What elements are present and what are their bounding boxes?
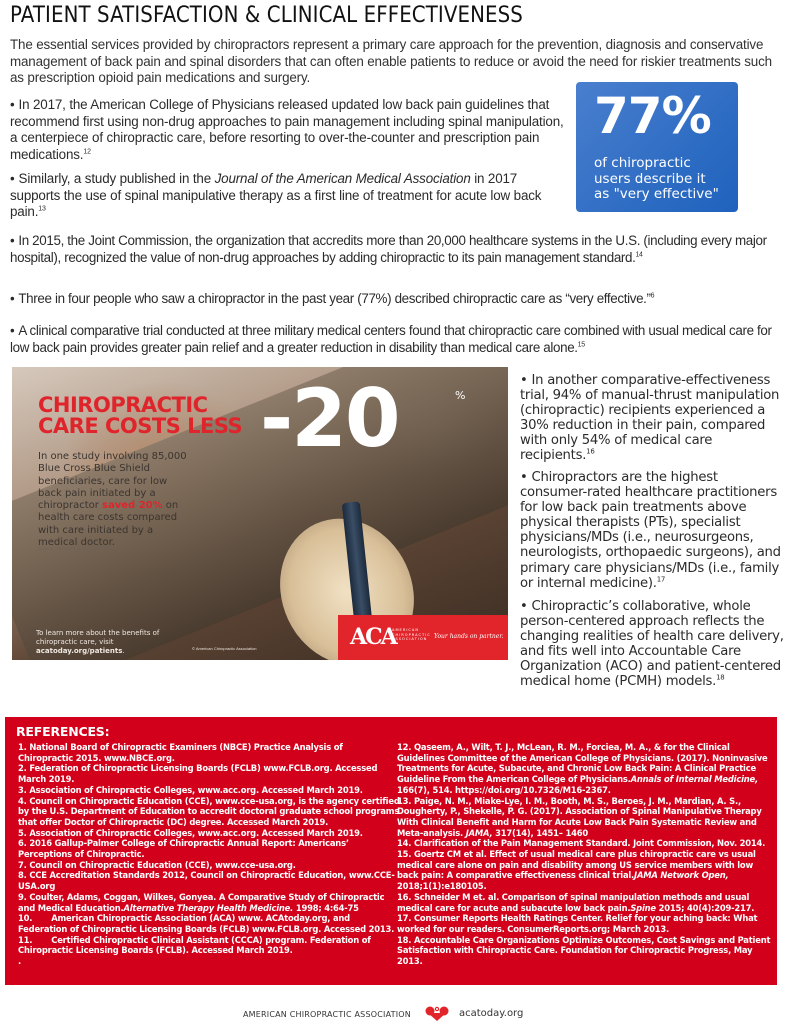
reference-text: 17. Consumer Reports Health Ratings Center. Relief for your aching back: What worked for our readers. ConsumerReports.org; March 2013. (397, 913, 758, 934)
reference-item (397, 742, 773, 796)
bullet-text: Chiropractic’s collaborative, whole person-centered approach reflects the changing realities of health care delivery, and fits well into Accountable Care Organization (ACO) and patient-centered medical home (PCMH) models. (520, 599, 784, 690)
reference-item (18, 796, 400, 828)
reference-item (397, 838, 773, 849)
footer-org-name: AMERICAN CHIROPRACTIC ASSOCIATION (243, 1010, 411, 1019)
reference-item (18, 870, 400, 891)
ad-learn-link[interactable]: acatoday.org/patients (36, 647, 123, 655)
reference-text: 10. American Chiropractic Association (ACA) www. ACAtoday.org, and Federation of Chiropractic Licensing Boards (FCLB) www.FCLB.org. Accessed 2013. (18, 913, 395, 934)
reference-item (18, 892, 400, 913)
bullet-dot: • (10, 171, 15, 186)
reference-item (18, 956, 400, 967)
bullet-dot: • (10, 323, 15, 338)
reference-item (397, 892, 773, 913)
ad-body-span: on health care costs compared with care initiated by a medical doctor. (38, 500, 179, 549)
bullet-item (520, 599, 785, 690)
reference-text: 8. CCE Accreditation Standards 2012, Council on Chiropractic Education, www.CCE-USA.org (18, 870, 395, 892)
page-footer (0, 1006, 787, 1024)
intro-paragraph: The essential services provided by chiropractors represent a primary care approach for the prevention, diagnosis and conservative management of back pain and spinal disorders that can often enable patients to reduce or avoid the need for riskier treatments such as prescription opioid pain medications and surgery. (10, 37, 772, 86)
bullet-dot: • (520, 599, 528, 614)
cost-savings-ad (12, 367, 508, 660)
ad-headline-line: CARE COSTS LESS (38, 414, 243, 438)
ad-learn-text: . (122, 647, 125, 655)
ad-body-highlight: saved 20% (102, 500, 163, 512)
reference-text: 1998; 4:64-75 (293, 902, 359, 913)
citation-ref: 14 (635, 251, 643, 259)
aca-org-line: ASSOCIATION (392, 637, 428, 642)
bullet-item (10, 323, 785, 356)
bullet-text: in 2017 supports the use of spinal manipulative therapy as a first line of treatment for acute low back pain. (10, 171, 542, 219)
aca-tagline: Your hands on partner. (434, 633, 504, 640)
bullet-text: In 2015, the Joint Commission, the organization that accredits more than 20,000 healthcare systems in the U.S. (including every major hospital), recognized the value of non-drug approaches by adding chiropractic to its pain management standard. (10, 233, 767, 265)
reference-journal: Spine (630, 902, 656, 913)
citation-ref: 13 (38, 205, 46, 213)
citation-ref: 16 (586, 448, 595, 457)
reference-item (397, 913, 773, 934)
aca-org-name (392, 628, 431, 642)
references-panel (5, 717, 777, 985)
bullet-text: In 2017, the American College of Physicians released updated low back pain guidelines that recommend first using non-drug approaches to pain management including spinal manipulation, a centerpiece of chiropractic care, before resorting to over-the-counter and prescription pain medications. (10, 97, 564, 162)
stat-callout (576, 82, 738, 212)
bullet-dot: • (10, 291, 15, 306)
footer-url[interactable]: acatoday.org (459, 1008, 524, 1019)
reference-text: 317(14), 1451– 1460 (492, 827, 588, 838)
reference-journal: JAMA Network Open, (634, 870, 729, 881)
bullet-text: Similarly, a study published in the (18, 171, 215, 186)
ad-source: Source: Liliedahl et al (2010) JMPT (38, 547, 116, 552)
reference-item (18, 860, 400, 871)
citation-ref: 15 (577, 341, 585, 349)
ad-headline-line: CHIROPRACTIC (38, 393, 208, 417)
ad-headline (38, 395, 242, 437)
ad-big-number: -20 (260, 372, 399, 465)
reference-item (397, 935, 773, 967)
bullet-item (10, 291, 785, 308)
reference-text: 4. Council on Chiropractic Education (CCE), www.cce-usa.org, is the agency certified by the U.S. Department of Education to accredit doctoral graduate school programs that offer Doctor of Chiropractic (DC) degree. Accessed March 2019. (18, 795, 400, 827)
reference-item (18, 935, 400, 956)
stat-value: 77% (594, 87, 711, 145)
stat-caption: of chiropractic users describe it as "very effective" (594, 155, 719, 202)
reference-text: 15. Goertz CM et al. Effect of usual medical care plus chiropractic care vs usual medical care alone on pain and disability among US service members with low back pain: A comparative effectiveness clinical trial. (397, 849, 756, 881)
bullet-item (520, 373, 785, 464)
reference-text: 18. Accountable Care Organizations Optimize Outcomes, Cost Savings and Patient Satisfaction with Chiropractic Care. Foundation for Chiropractic Progress, May 2013. (397, 934, 771, 967)
ad-learn-more (36, 629, 186, 656)
bullet-item (520, 470, 785, 591)
reference-item (18, 838, 400, 859)
reference-item (18, 742, 400, 763)
bullet-text: A clinical comparative trial conducted at three military medical centers found that chiropractic care combined with usual medical care for low back pain provides greater pain relief and a greater reduction in disability than medical care alone. (10, 323, 772, 355)
reference-text: 13. Paige, N. M., Miake-Lye, I. M., Booth, M. S., Beroes, J. M., Mardian, A. S., Dougherty, P., Shekelle, P. G. (2017). Association of Spinal Manipulative Therapy With Clinical Benefit and Harm for Acute Low Back Pain Systematic Review and Meta-analysis. (397, 795, 762, 838)
reference-journal: Alternative Therapy Health Medicine. (123, 902, 294, 913)
reference-text: 9. Coulter, Adams, Coggan, Wilkes, Gonyea. A Comparative Study of Chiropractic and Medical Education. (18, 891, 385, 913)
bullet-dot: • (10, 97, 15, 112)
reference-text: 5. Association of Chiropractic Colleges, www.acc.org. Accessed March 2019. (18, 827, 363, 838)
page-title: PATIENT SATISFACTION & CLINICAL EFFECTIVENESS (10, 3, 523, 28)
bullet-text: Three in four people who saw a chiropractor in the past year (77%) described chiropractic care as “very effective.” (18, 291, 651, 306)
reference-text: 6. 2016 Gallup-Palmer College of Chiropractic Annual Report: Americans’ Perceptions of Chiropractic. (18, 838, 349, 860)
aca-logo: ACA (350, 624, 396, 650)
bullet-item (10, 233, 785, 266)
bullet-dot: • (10, 233, 15, 248)
bullet-dot: • (520, 470, 528, 485)
citation-ref: 6 (650, 292, 655, 300)
aca-heart-logo-icon (425, 1006, 449, 1021)
bullet-item (10, 171, 565, 221)
reference-journal: JAMA, (465, 827, 493, 838)
bullet-item (10, 97, 565, 163)
journal-name: Journal of the American Medical Association (214, 171, 471, 186)
reference-text: 2. Federation of Chiropractic Licensing Boards (FCLB) www.FCLB.org. Accessed March 2019. (18, 763, 378, 785)
reference-text: 11. Certified Chiropractic Clinical Assistant (CCCA) program. Federation of Chiropractic Licensing Boards (FCLB). Accessed March 2019. (18, 934, 371, 956)
reference-item (18, 913, 400, 934)
reference-item (18, 828, 400, 839)
reference-journal: Annals of Internal Medicine, (630, 774, 758, 785)
references-left-column (18, 742, 400, 967)
ad-body-text (38, 451, 188, 549)
citation-ref: 12 (83, 148, 91, 156)
bullet-dot: • (520, 373, 528, 388)
aca-org-line: AMERICAN (392, 628, 420, 632)
aca-banner (338, 615, 508, 660)
references-title: REFERENCES: (16, 724, 110, 739)
reference-text: 7. Council on Chiropractic Education (CCE), www.cce-usa.org. (18, 859, 296, 870)
reference-item (18, 785, 400, 796)
reference-item (18, 763, 400, 784)
reference-text: 1. National Board of Chiropractic Examiners (NBCE) Practice Analysis of Chiropractic 2015. www.NBCE.org. (18, 742, 343, 763)
reference-text: 166(7), 514. https://doi.org/10.7326/M16-2367. (397, 784, 611, 795)
aca-org-line: CHIROPRACTIC (392, 632, 431, 637)
reference-text: 12. Qaseem, A., Wilt, T. J., McLean, R. M., Forciea, M. A., & for the Clinical Guidelines Committee of the American College of Physicians. (2017). Noninvasive Treatments for Acute, Subacute, and Chronic Low Back Pain: A Clinical Practice Guideline From the American College of Physicians. (397, 742, 768, 785)
bullet-text: In another comparative-effectiveness trial, 94% of manual-thrust manipulation (chiropractic) recipients experienced a 30% reduction in their pain, compared with only 54% of medical care recipients. (520, 373, 780, 464)
reference-text: 16. Schneider M et. al. Comparison of spinal manipulation methods and usual medical care for acute and subacute low back pain. (397, 891, 750, 913)
citation-ref: 17 (656, 575, 666, 584)
reference-text: 2018;1(1):e180105. (397, 881, 487, 892)
references-right-column (397, 742, 773, 967)
reference-text: 3. Association of Chiropractic Colleges, www.acc.org. Accessed March 2019. (18, 784, 363, 795)
reference-text: 14. Clarification of the Pain Management Standard. Joint Commission, Nov. 2014. (397, 838, 766, 849)
reference-text: 2015; 40(4):209-217. (655, 902, 755, 913)
ad-copyright: © American Chiropractic Association (192, 646, 257, 651)
reference-item (397, 796, 773, 839)
reference-text: . (18, 956, 21, 967)
reference-item (397, 849, 773, 892)
ad-body-span: In one study involving 85,000 Blue Cross Blue Shield beneficiaries, care for low back pain initiated by a chiropractor (38, 451, 187, 512)
ad-percent-sign: % (455, 389, 466, 402)
ad-learn-text: To learn more about the benefits of chiropractic care, visit (36, 629, 160, 646)
bullet-text: Chiropractors are the highest consumer-rated healthcare practitioners for low back pain treatments above physical therapists (PTs), specialist physicians/MDs (i.e., neurosurgeons, neurologists, orthopaedic surgeons), and primary care physicians/MDs (i.e., family or internal medicine). (520, 470, 781, 591)
citation-ref: 18 (716, 674, 725, 683)
